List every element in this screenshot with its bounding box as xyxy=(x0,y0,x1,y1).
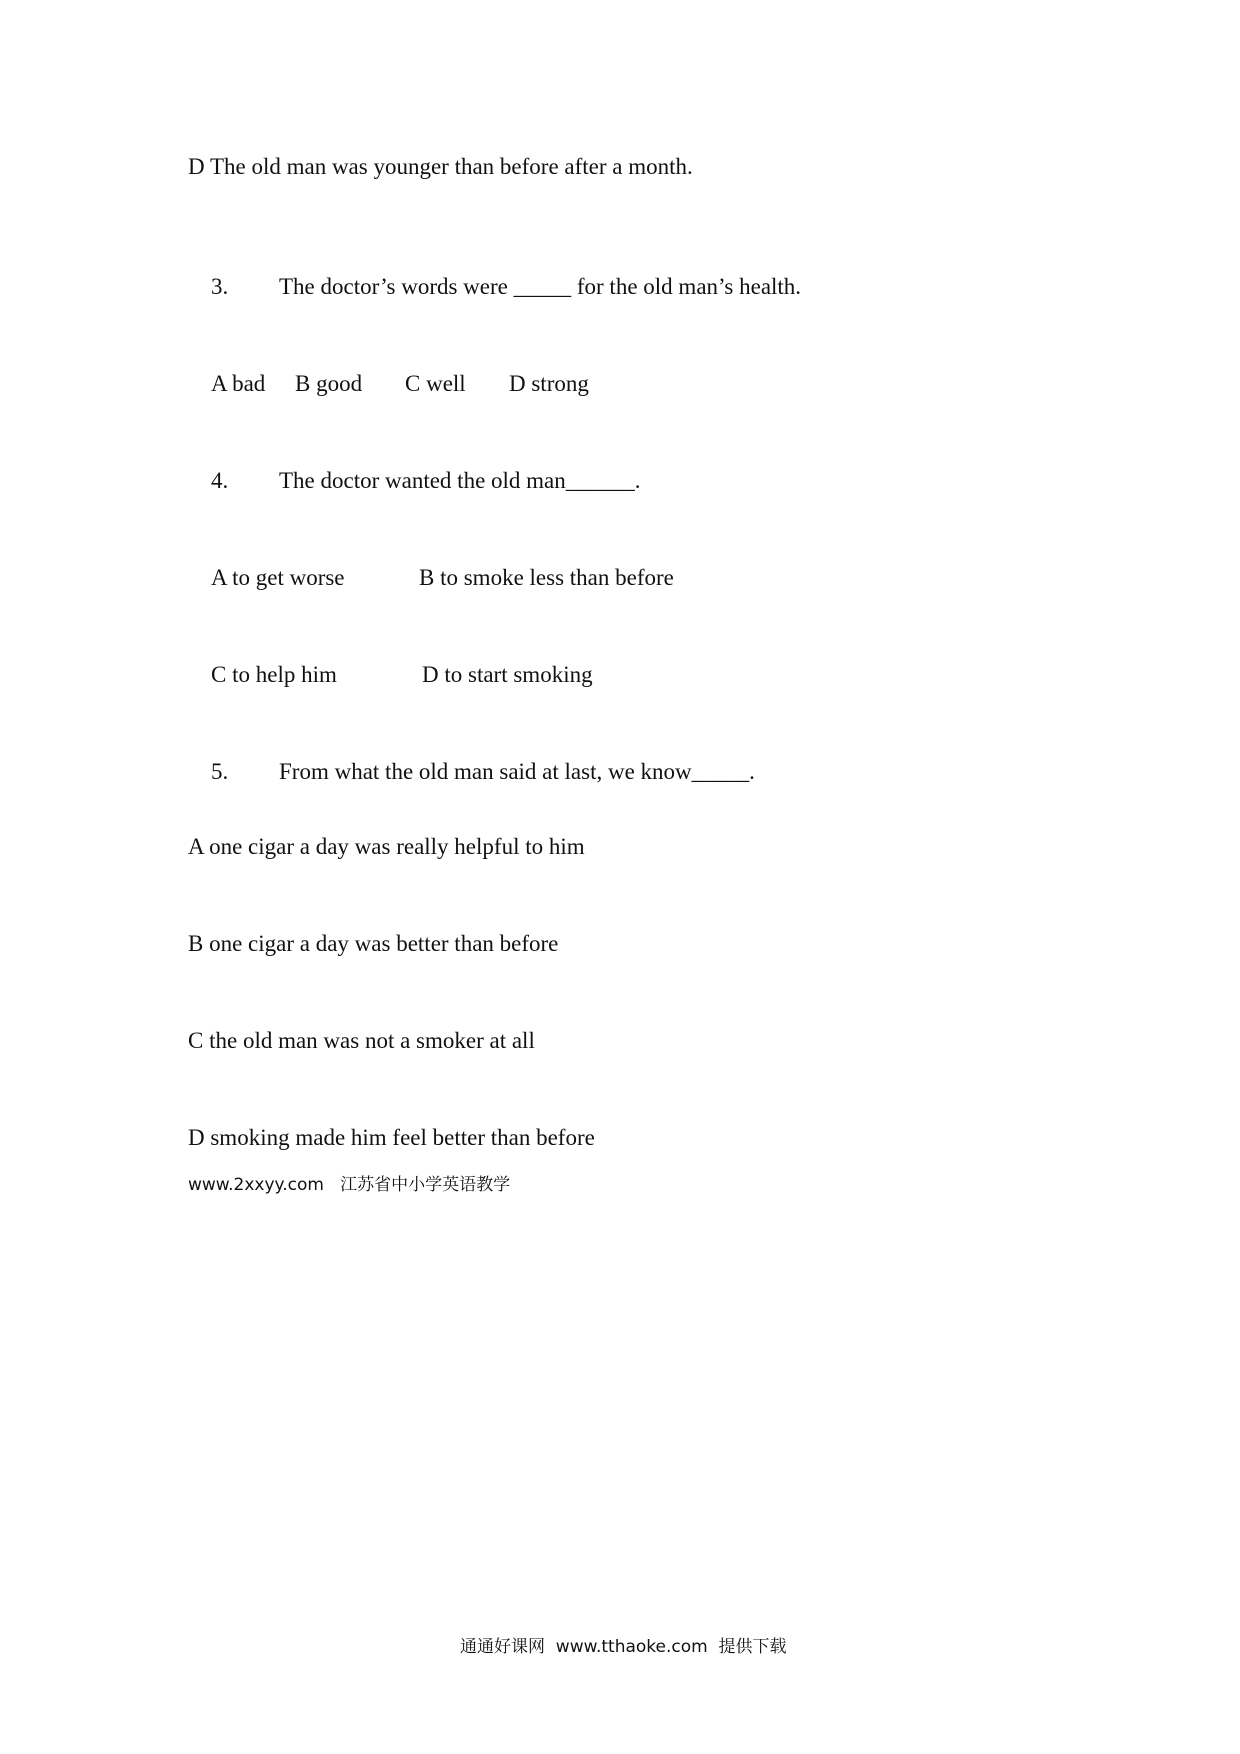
q4-option-d: D to start smoking xyxy=(422,662,593,687)
question-4-text: The doctor wanted the old man______. xyxy=(279,468,641,493)
page-footer: 通通好课网 www.tthaoke.com 提供下载 xyxy=(460,1637,787,1657)
question-5-number: 5. xyxy=(211,759,229,784)
question-3-text: The doctor’s words were _____ for the old man’s health. xyxy=(279,274,802,299)
q5-option-d: D smoking made him feel better than before xyxy=(188,1125,595,1150)
q2-option-d: D The old man was younger than before after a month. xyxy=(188,154,693,179)
q5-option-a: A one cigar a day was really helpful to him xyxy=(188,834,585,859)
question-4 xyxy=(188,446,641,515)
q3-option-c: C well xyxy=(405,371,466,396)
q4-option-b: B to smoke less than before xyxy=(419,565,674,590)
question-5 xyxy=(188,737,755,806)
question-4-options-row-1 xyxy=(188,543,674,612)
question-3-number: 3. xyxy=(211,274,229,299)
q5-option-b: B one cigar a day was better than before xyxy=(188,931,559,956)
q4-option-a: A to get worse xyxy=(211,565,345,590)
q3-option-d: D strong xyxy=(509,371,589,396)
question-3-options xyxy=(188,349,589,418)
question-5-text: From what the old man said at last, we know_____. xyxy=(279,759,755,784)
q4-option-c: C to help him xyxy=(211,662,337,687)
q5-option-c: C the old man was not a smoker at all xyxy=(188,1028,535,1053)
question-4-options-row-2 xyxy=(188,640,593,709)
question-4-number: 4. xyxy=(211,468,229,493)
source-note: www.2xxyy.com 江苏省中小学英语教学 xyxy=(188,1175,511,1195)
q3-option-b: B good xyxy=(295,371,363,396)
question-3 xyxy=(188,252,801,321)
q3-option-a: A bad xyxy=(211,371,266,396)
